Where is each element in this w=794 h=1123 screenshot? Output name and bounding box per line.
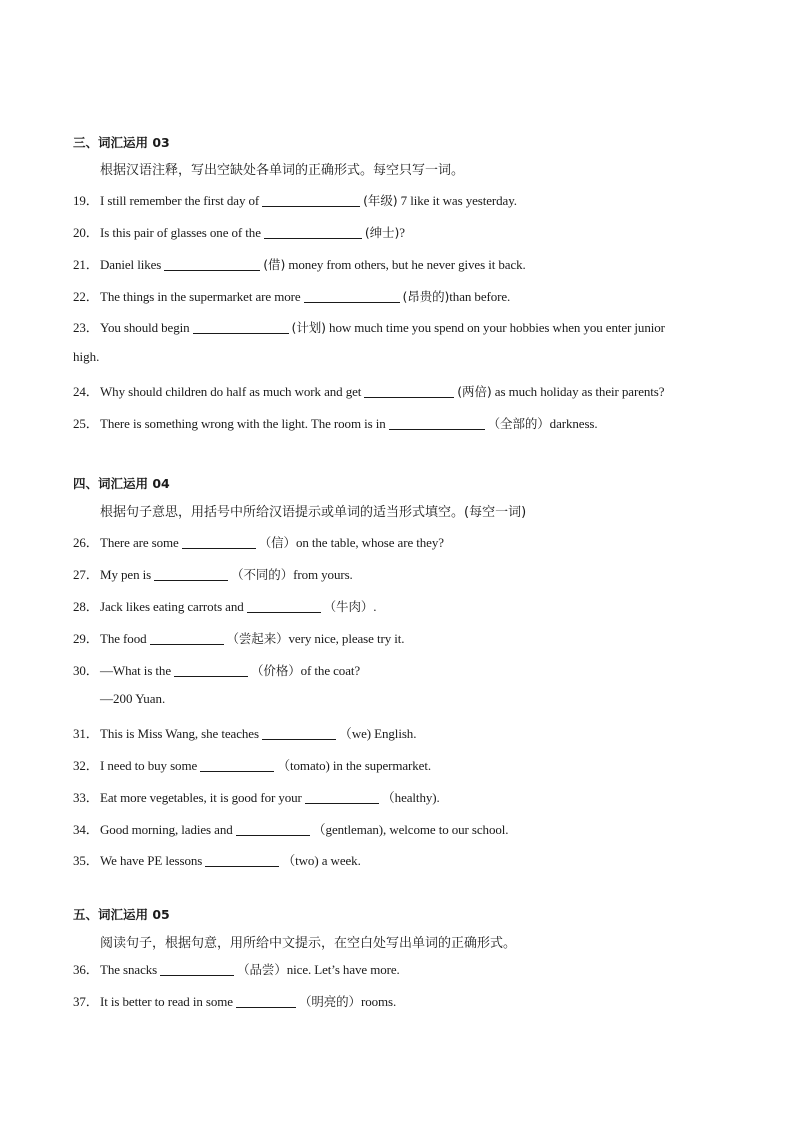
question-26: 26．There are some （信）on the table, whose are they? [73,535,444,550]
answer-blank[interactable] [264,226,362,239]
question-23: 23．You should begin (计划) how much time you spend on your hobbies when you enter junior [73,320,665,335]
section-title-04: 四、词汇运用 04 [73,476,170,491]
answer-blank[interactable] [247,600,321,613]
answer-blank[interactable] [154,568,228,581]
answer-blank[interactable] [236,995,296,1008]
section-instruction-05: 阅读句子，根据句意，用所给中文提示，在空白处写出单词的正确形式。 [100,936,517,951]
question-34: 34．Good morning, ladies and （gentleman), welcome to our school. [73,822,509,837]
section-instruction-03: 根据汉语注释，写出空缺处各单词的正确形式。每空只写一词。 [100,163,465,178]
question-19: 19．I still remember the first day of (年级) 7 like it was yesterday. [73,193,517,208]
answer-blank[interactable] [164,258,260,271]
question-31: 31．This is Miss Wang, she teaches （we) English. [73,726,417,741]
question-27: 27．My pen is （不同的）from yours. [73,567,353,582]
section-title-03: 三、词汇运用 03 [73,135,170,150]
answer-blank[interactable] [364,385,454,398]
question-21: 21．Daniel likes (借) money from others, but he never gives it back. [73,257,526,272]
question-30-answer: —200 Yuan. [100,691,166,706]
question-36: 36．The snacks （品尝）nice. Let’s have more. [73,962,400,977]
question-20: 20．Is this pair of glasses one of the (绅士)? [73,225,405,240]
question-29: 29．The food （尝起来）very nice, please try it. [73,631,405,646]
question-24: 24．Why should children do half as much work and get (两倍) as much holiday as their parents? [73,384,665,399]
answer-blank[interactable] [236,823,310,836]
section-title-05: 五、词汇运用 05 [73,907,170,922]
answer-blank[interactable] [160,963,234,976]
answer-blank[interactable] [200,759,274,772]
question-22: 22．The things in the supermarket are more (昂贵的)than before. [73,289,511,304]
question-28: 28．Jack likes eating carrots and （牛肉）. [73,599,377,614]
answer-blank[interactable] [193,321,289,334]
question-35: 35．We have PE lessons （two) a week. [73,853,361,868]
question-37: 37．It is better to read in some （明亮的）rooms. [73,994,397,1009]
question-30: 30．—What is the （价格）of the coat? [73,663,361,678]
answer-blank[interactable] [174,664,248,677]
answer-blank[interactable] [305,791,379,804]
answer-blank[interactable] [389,417,485,430]
answer-blank[interactable] [304,290,400,303]
question-25: 25．There is something wrong with the light. The room is in （全部的）darkness. [73,416,598,431]
answer-blank[interactable] [262,194,360,207]
answer-blank[interactable] [205,854,279,867]
section-instruction-04: 根据句子意思，用括号中所给汉语提示或单词的适当形式填空。(每空一词) [100,505,527,520]
answer-blank[interactable] [150,632,224,645]
question-23-continuation: high. [73,349,100,364]
answer-blank[interactable] [262,727,336,740]
question-33: 33．Eat more vegetables, it is good for your （healthy). [73,790,440,805]
answer-blank[interactable] [182,536,256,549]
question-32: 32．I need to buy some （tomato) in the supermarket. [73,758,432,773]
